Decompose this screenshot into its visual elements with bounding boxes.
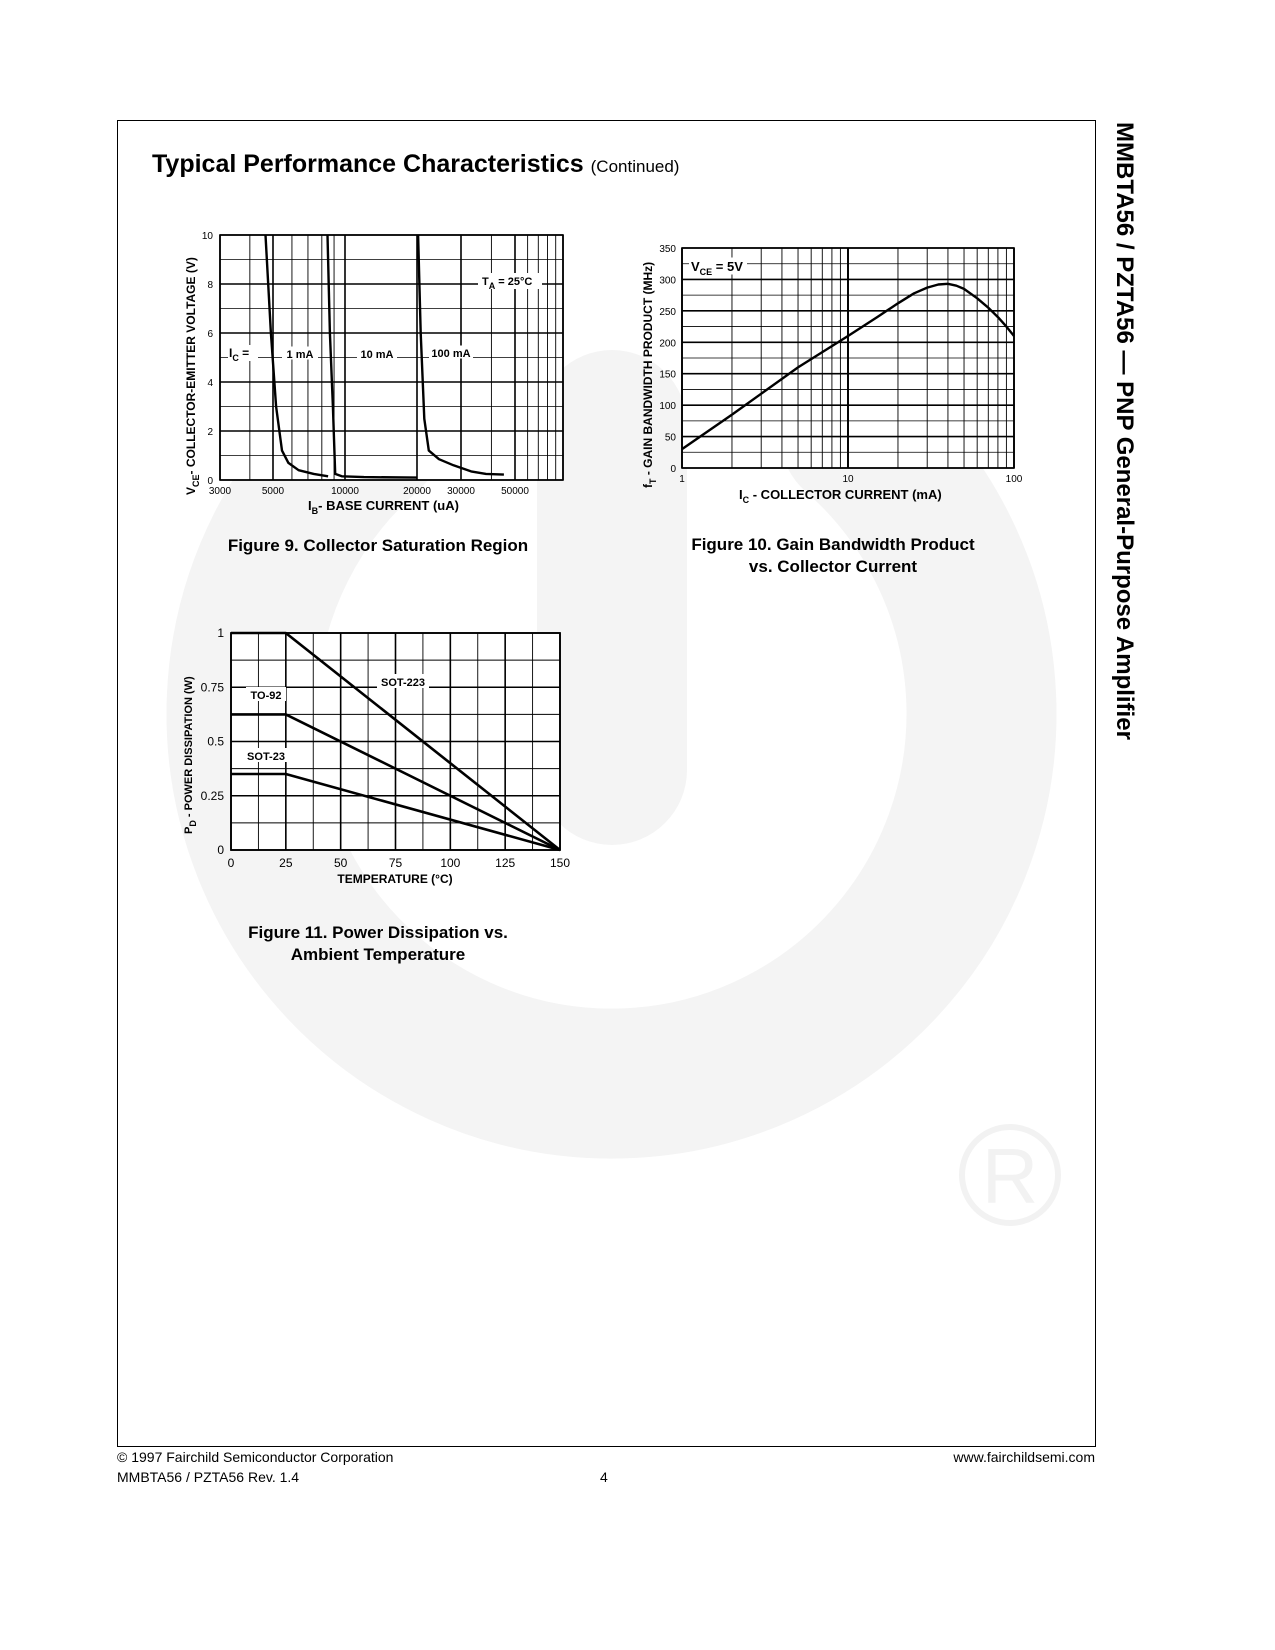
fig11-x-tick-label: 25	[279, 856, 293, 870]
fig11-x-axis-label: TEMPERATURE (°C)	[337, 872, 453, 886]
figure-10-caption-line-2: vs. Collector Current	[748, 557, 918, 576]
fig9-y-tick-label: 10	[201, 231, 213, 242]
side-title: MMBTA56 / PZTA56 — PNP General-Purpose Amplifier	[1111, 122, 1138, 740]
fig9-y-tick-label: 0	[207, 476, 213, 487]
fig10-y-tick-label: 300	[659, 275, 676, 287]
fig9-y-tick-label: 8	[207, 280, 213, 291]
svg-text:R: R	[981, 1132, 1039, 1220]
fig11-y-tick-label: 0.75	[200, 680, 224, 695]
fig9-x-axis-label: $I_B-$ BASE CURRENT (uA)	[308, 498, 459, 516]
fig10-y-tick-label: 350	[659, 244, 676, 255]
fig11-y-tick-label: 0.5	[207, 734, 224, 749]
figure-11-caption-line-2: Ambient Temperature	[290, 945, 466, 964]
fig11-y-tick-label: 0.25	[200, 788, 224, 803]
fig9-series-label: 1 mA	[286, 349, 314, 361]
fig11-y-axis-label: $P_D$ - POWER DISSIPATION (W)	[183, 676, 198, 834]
footer-copyright: © 1997 Fairchild Semiconductor Corporation	[117, 1449, 394, 1465]
fig10-x-tick-label: 10	[842, 474, 854, 485]
section-title: Typical Performance Characteristics	[152, 150, 584, 178]
figure-10-caption-line-1: Figure 10. Gain Bandwidth Product	[691, 535, 975, 554]
fig9-x-tick-label: 5000	[261, 486, 285, 497]
fig10-y-tick-label: 150	[659, 369, 676, 381]
fig11-x-tick-label: 150	[549, 856, 571, 870]
fig11-y-tick-label: 0	[217, 843, 224, 857]
figure-11-caption	[200, 922, 556, 966]
fig10-y-tick-label: 0	[670, 464, 676, 475]
fig9-x-tick-label: 50000	[501, 486, 529, 497]
fig9-series-label: 10 mA	[360, 349, 394, 361]
figure-10-caption	[650, 534, 1016, 578]
figure-9-caption: Figure 9. Collector Saturation Region	[227, 536, 529, 555]
footer-page-number: 4	[600, 1469, 608, 1485]
fig9-series-label: 100 mA	[431, 348, 471, 360]
fig9-y-tick-label: 4	[207, 378, 213, 389]
fig10-y-tick-label: 50	[664, 432, 676, 444]
fig9-y-axis-label: $V_{CE}-$ COLLECTOR-EMITTER VOLTAGE (V)	[184, 257, 201, 495]
fig10-y-tick-label: 100	[659, 401, 676, 413]
continued-label: (Continued)	[590, 157, 680, 176]
fig11-series-label: TO-92	[250, 690, 282, 702]
fig10-x-tick-label: 1	[679, 474, 685, 485]
fig11-x-tick-label: 100	[440, 856, 461, 870]
fig10-y-axis-label: $f_T$ - GAIN BANDWIDTH PRODUCT (MHz)	[641, 261, 658, 488]
footer-doc-revision: MMBTA56 / PZTA56 Rev. 1.4	[117, 1469, 300, 1485]
fig9-x-tick-label: 3000	[208, 486, 232, 497]
fig10-vce-label: $V_{CE} = 5V$	[691, 259, 743, 277]
footer-website-link[interactable]: www.fairchildsemi.com	[953, 1449, 1095, 1465]
fig9-x-tick-label: 10000	[331, 486, 359, 497]
fig10-x-axis-label: $I_C$ - COLLECTOR CURRENT (mA)	[739, 487, 942, 505]
fig9-y-tick-label: 6	[207, 329, 213, 340]
figure-11-chart	[0, 0, 600, 900]
fig11-x-tick-label: 75	[388, 856, 403, 870]
fig11-x-tick-label: 125	[495, 856, 516, 870]
figure-11-caption-line-1: Figure 11. Power Dissipation vs.	[248, 923, 508, 942]
fig9-ic-label: $I_C$ =	[229, 346, 250, 363]
fig11-series-label: SOT-223	[380, 677, 426, 689]
fig10-y-tick-label: 200	[659, 338, 676, 350]
fig11-series-label: SOT-23	[247, 751, 285, 763]
fig9-x-tick-label: 20000	[403, 486, 431, 497]
fig9-y-tick-label: 2	[207, 427, 213, 438]
fig9-ta-label: $T_A = 25^\circ C$	[482, 276, 533, 291]
fig11-x-tick-label: 50	[333, 856, 348, 870]
fig9-x-tick-label: 30000	[447, 486, 475, 497]
fig11-x-tick-label: 0	[227, 856, 235, 870]
fig10-y-tick-label: 250	[659, 306, 676, 318]
fig11-y-tick-label: 1	[217, 626, 224, 640]
fig10-x-tick-label: 100	[1005, 474, 1023, 485]
